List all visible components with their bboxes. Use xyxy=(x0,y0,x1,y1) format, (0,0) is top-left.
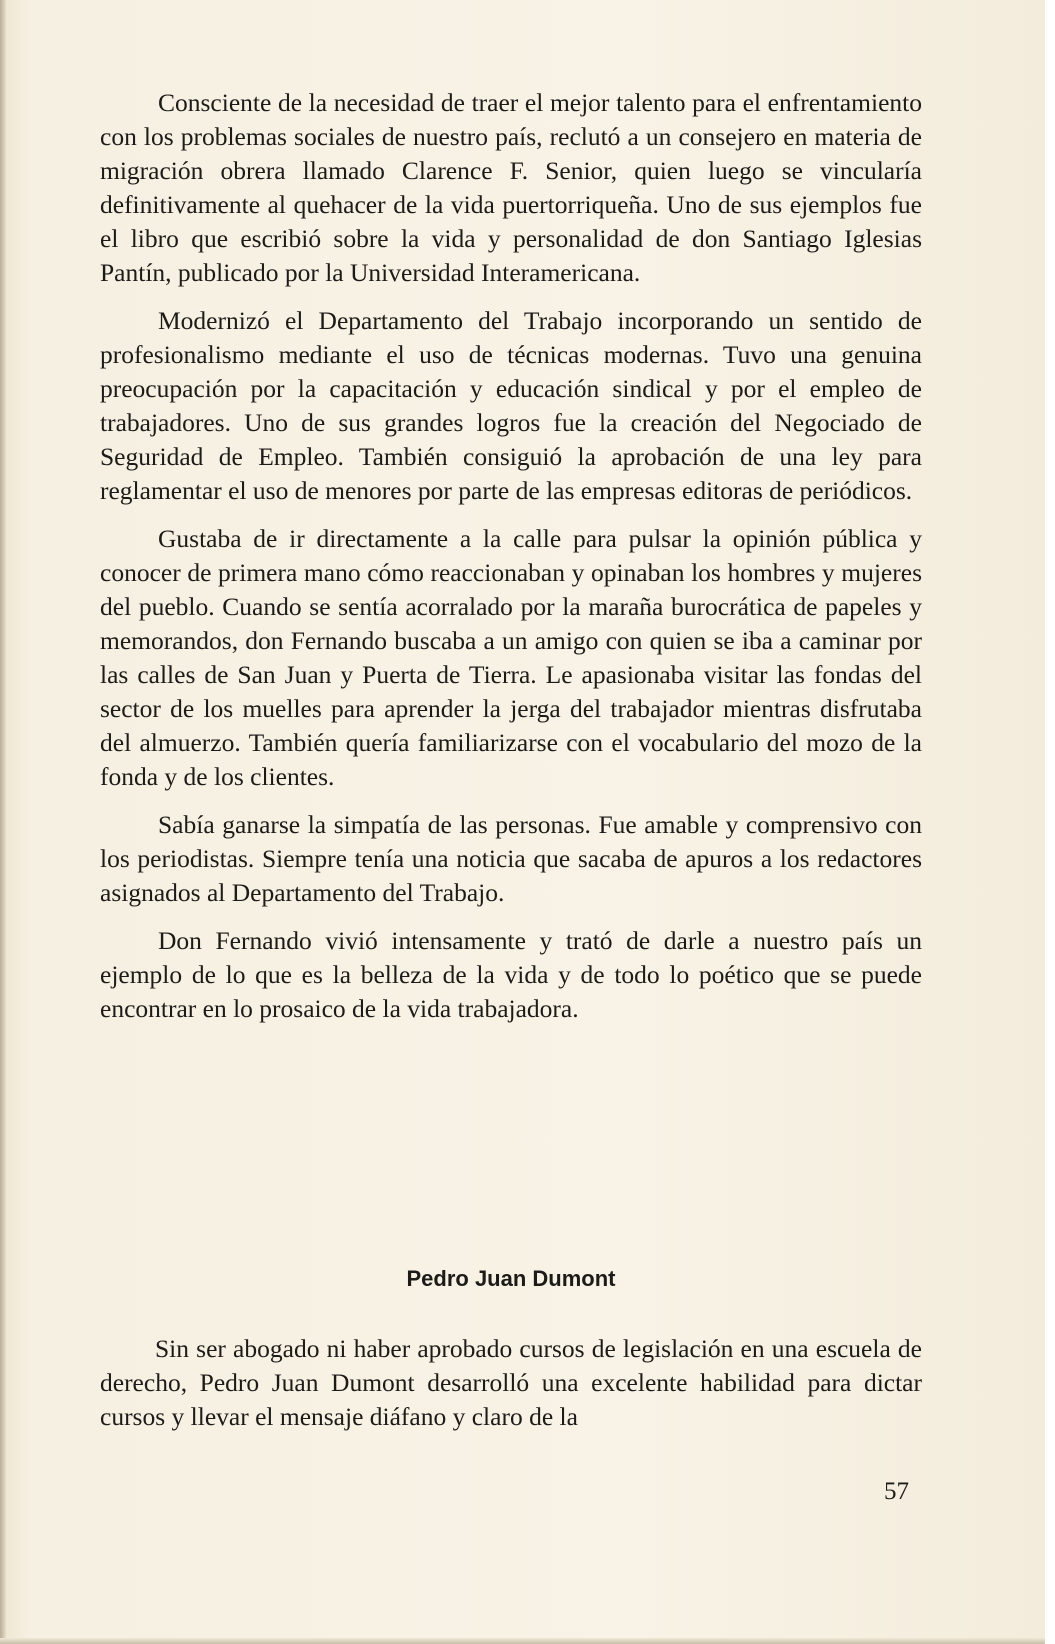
section-paragraph: Sin ser abogado ni haber aprobado cursos de legislación en una escuela de derecho, Pedro Juan Dumont desarrolló una excelente habilidad para dictar cursos y llevar el mensaje diáfano y claro de la xyxy=(100,1334,922,1431)
page-right-margin xyxy=(1045,0,1055,1644)
page-left-edge-shadow xyxy=(0,0,6,1644)
section-body-text xyxy=(100,1332,922,1434)
page-bottom-edge-shadow xyxy=(0,1638,1055,1644)
paragraph-4: Sabía ganarse la simpatía de las personas. Fue amable y comprensivo con los periodistas. Siempre tenía una noticia que sacaba de apuros a los redactores asignados al Departamento del Trabajo. xyxy=(100,810,922,907)
body-text xyxy=(100,86,922,1040)
section-heading: Pedro Juan Dumont xyxy=(406,1266,616,1291)
page-number: 57 xyxy=(884,1478,909,1505)
paragraph-2: Modernizó el Departamento del Trabajo incorporando un sentido de profesionalismo mediante el uso de técnicas modernas. Tuvo una genuina preocupación por la capacitación y educación sindical y por el empleo de trabajadores. Uno de sus grandes logros fue la creación del Negociado de Seguridad de Empleo. También consiguió la aprobación de una ley para reglamentar el uso de menores por parte de las empresas editoras de periódicos. xyxy=(100,306,922,505)
paragraph-3: Gustaba de ir directamente a la calle para pulsar la opinión pública y conocer de primera mano cómo reaccionaban y opinaban los hombres y mujeres del pueblo. Cuando se sentía acorralado por la maraña burocrática de papeles y memorandos, don Fernando buscaba a un amigo con quien se iba a caminar por las calles de San Juan y Puerta de Tierra. Le apasionaba visitar las fondas del sector de los muelles para aprender la jerga del trabajador mientras disfrutaba del almuerzo. También quería familiarizarse con el vocabulario del mozo de la fonda y de los clientes. xyxy=(100,524,922,791)
paragraph-1: Consciente de la necesidad de traer el mejor talento para el enfrentamiento con los problemas sociales de nuestro país, reclutó a un consejero en materia de migración obrera llamado Clarence F. Senior, quien luego se vincularía definitivamente al quehacer de la vida puertorriqueña. Uno de sus ejemplos fue el libro que escribió sobre la vida y personalidad de don Santiago Iglesias Pantín, publicado por la Universidad Interamericana. xyxy=(100,88,922,287)
paragraph-5: Don Fernando vivió intensamente y trató de darle a nuestro país un ejemplo de lo que es la belleza de la vida y de todo lo poético que se puede encontrar en lo prosaico de la vida trabajadora. xyxy=(100,926,922,1023)
